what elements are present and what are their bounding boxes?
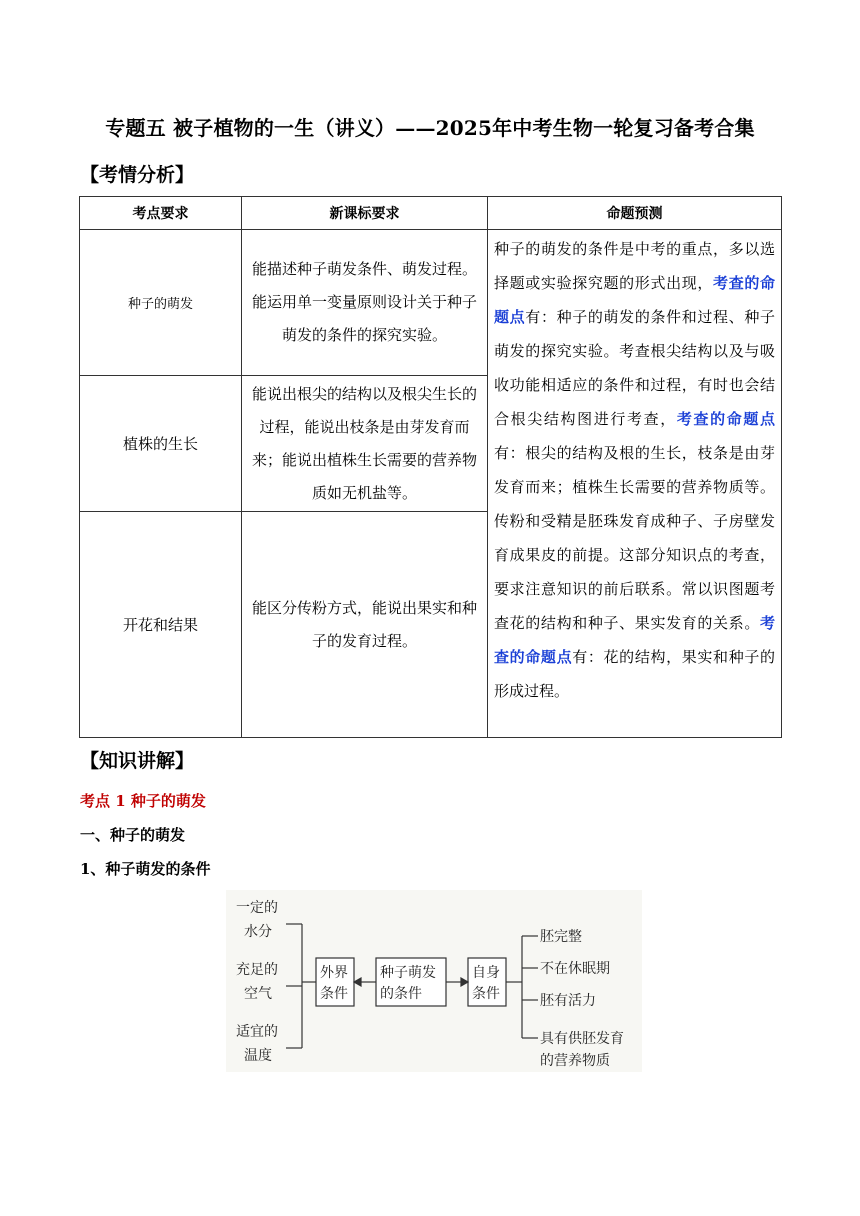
point-cell: 种子的萌发: [80, 230, 242, 376]
point-cell: 开花和结果: [80, 512, 242, 738]
external-condition-label: 水分: [244, 924, 272, 940]
external-condition-label: 充足的: [236, 962, 278, 978]
self-condition-label: 具有供胚发育: [540, 1031, 624, 1047]
prediction-keyword: 考查的命题点: [494, 614, 775, 666]
table-header-row: [80, 197, 782, 230]
section-heading-knowledge: 【知识讲解】: [80, 750, 195, 772]
requirement-cell: 能描述种子萌发条件、萌发过程。能运用单一变量原则设计关于种子萌发的条件的探究实验。: [242, 230, 488, 376]
section-heading-analysis: 【考情分析】: [80, 164, 195, 186]
subheading-germination-conditions: 1、种子萌发的条件: [80, 860, 211, 878]
germination-conditions-diagram: [226, 890, 642, 1072]
self-condition-label: 胚完整: [540, 929, 582, 945]
external-condition-label: 一定的: [236, 900, 278, 916]
external-condition-label: 空气: [244, 986, 272, 1002]
exam-analysis-table: [79, 196, 782, 738]
prediction-cell: [488, 230, 782, 738]
self-condition-label: 胚有活力: [540, 993, 596, 1009]
requirement-cell: 能区分传粉方式，能说出果实和种子的发育过程。: [242, 512, 488, 738]
self-condition-label: 不在休眠期: [540, 961, 610, 977]
prediction-text: 有：花的结构，果实和种子的形成过程。: [494, 648, 775, 700]
external-box-label: 外界: [320, 965, 348, 981]
external-condition-label: 适宜的: [236, 1024, 278, 1040]
prediction-text: 有：种子的萌发的条件和过程、种子萌发的探究实验。考查根尖结构以及与吸收功能相适应的条件和过程，有时也会结合根尖结构图进行考查，: [494, 308, 775, 428]
self-box-label: 条件: [472, 986, 500, 1002]
self-box-label: 自身: [472, 965, 500, 981]
header-point: 考点要求: [80, 197, 242, 230]
kaodian-heading: 考点 1 种子的萌发: [80, 792, 206, 810]
document-title: 专题五 被子植物的一生（讲义）——2025年中考生物一轮复习备考合集: [105, 116, 755, 140]
external-box-label: 条件: [320, 986, 348, 1002]
header-requirement: 新课标要求: [242, 197, 488, 230]
point-cell: 植株的生长: [80, 376, 242, 512]
prediction-keyword: 考查的命题点: [676, 410, 775, 428]
prediction-text: 种子的萌发的条件是中考的重点，多以选择题或实验探究题的形式出现，: [494, 240, 775, 292]
prediction-text: 有：根尖的结构及根的生长，枝条是由芽发育而来；植株生长需要的营养物质等。传粉和受精是胚珠发育成种子、子房壁发育成果皮的前提。这部分知识点的考查，要求注意知识的前后联系。常以识图题考查花的结构和种子、果实发育的关系。: [494, 444, 775, 632]
table-row: [80, 230, 782, 376]
self-condition-label: 的营养物质: [540, 1053, 610, 1069]
external-condition-label: 温度: [244, 1048, 272, 1064]
requirement-cell: 能说出根尖的结构以及根尖生长的过程，能说出枝条是由芽发育而来；能说出植株生长需要的营养物质如无机盐等。: [242, 376, 488, 512]
center-box-label: 的条件: [380, 986, 422, 1002]
header-prediction: 命题预测: [488, 197, 782, 230]
center-box-label: 种子萌发: [380, 965, 436, 981]
prediction-keyword: 考查的命题点: [494, 274, 775, 326]
subheading-seed-germination: 一、种子的萌发: [80, 826, 186, 844]
